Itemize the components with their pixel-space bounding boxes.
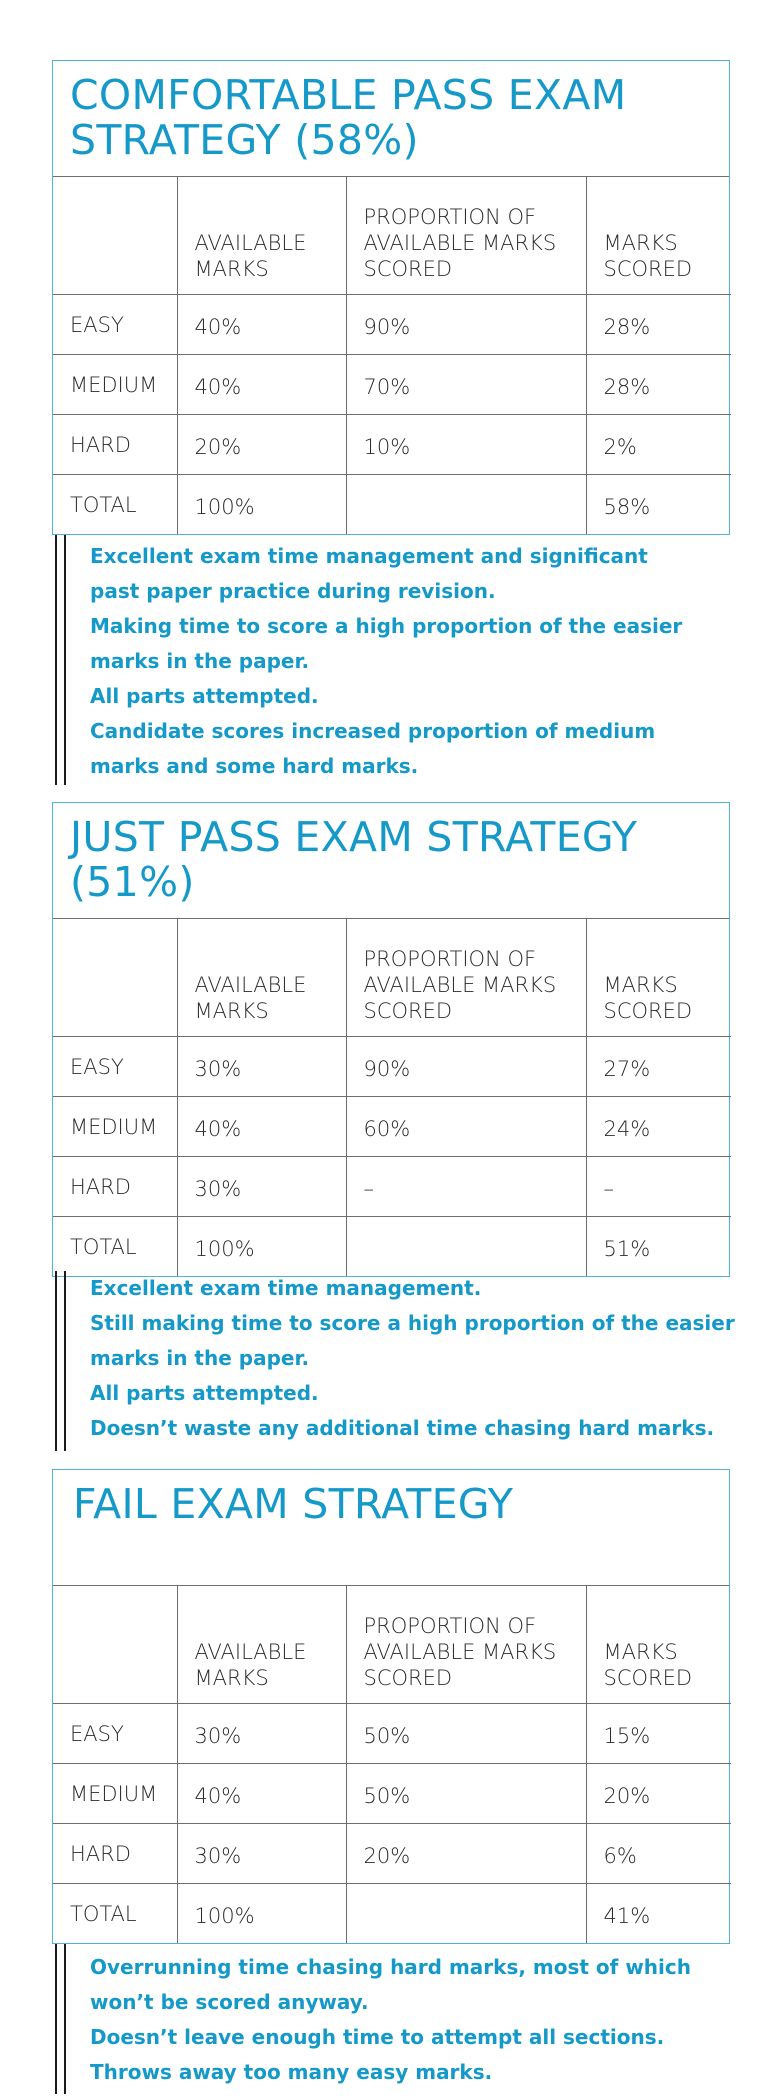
table-header-row <box>53 919 731 1037</box>
note-rule-inner <box>64 535 66 785</box>
note-line: Throws away too many easy marks. <box>90 2060 493 2084</box>
row-label: TOTAL <box>53 1217 177 1277</box>
note-rule-outer <box>55 1271 57 1451</box>
note-line: marks in the paper. <box>90 1346 310 1370</box>
cell-scored: 2% <box>586 415 731 475</box>
note-line: All parts attempted. <box>90 1381 319 1405</box>
table-row <box>53 355 731 415</box>
table-row-total <box>53 1884 731 1944</box>
cell-available: 40% <box>177 1097 346 1157</box>
cell-scored: 51% <box>586 1217 731 1277</box>
note-rule-inner <box>64 1271 66 1451</box>
header-marks-scored: MARKS SCORED <box>586 177 731 295</box>
marks-table <box>53 1586 731 1943</box>
table-row <box>53 295 731 355</box>
cell-proportion: 10% <box>346 415 586 475</box>
cell-proportion: 90% <box>346 1037 586 1097</box>
marks-table <box>53 177 731 534</box>
cell-available: 100% <box>177 1884 346 1944</box>
header-proportion-scored: PROPORTION OF AVAILABLE MARKS SCORED <box>346 919 586 1037</box>
header-available-marks: AVAILABLE MARKS <box>177 919 346 1037</box>
note-line: marks in the paper. <box>90 649 310 673</box>
note-line: Excellent exam time management. <box>90 1276 482 1300</box>
note-line: Still making time to score a high proportion of the easier <box>90 1311 735 1335</box>
cell-scored: 58% <box>586 475 731 535</box>
note-line: Candidate scores increased proportion of medium <box>90 719 656 743</box>
cell-scored: – <box>586 1157 731 1217</box>
table-row-total <box>53 475 731 535</box>
row-label: EASY <box>53 1704 177 1764</box>
header-empty-cell <box>53 919 177 1037</box>
table-row <box>53 1764 731 1824</box>
cell-available: 100% <box>177 475 346 535</box>
cell-proportion: 70% <box>346 355 586 415</box>
table-row <box>53 1037 731 1097</box>
note-rule-inner <box>64 1944 66 2094</box>
cell-scored: 41% <box>586 1884 731 1944</box>
strategy-notes <box>52 535 730 785</box>
strategy-section-comfortable-pass <box>52 60 730 785</box>
note-line: All parts attempted. <box>90 684 319 708</box>
cell-proportion: 90% <box>346 295 586 355</box>
note-line: past paper practice during revision. <box>90 579 496 603</box>
table-row <box>53 1704 731 1764</box>
note-line: Overrunning time chasing hard marks, most of which <box>90 1955 691 1979</box>
row-label: MEDIUM <box>53 1097 177 1157</box>
cell-scored: 20% <box>586 1764 731 1824</box>
row-label: EASY <box>53 295 177 355</box>
note-line: won’t be scored anyway. <box>90 1990 369 2014</box>
strategy-table-box <box>52 802 730 1277</box>
cell-proportion: 50% <box>346 1764 586 1824</box>
cell-available: 30% <box>177 1704 346 1764</box>
cell-proportion <box>346 1884 586 1944</box>
note-line: marks and some hard marks. <box>90 754 419 778</box>
cell-proportion <box>346 475 586 535</box>
header-available-marks: AVAILABLE MARKS <box>177 1586 346 1704</box>
row-label: HARD <box>53 1157 177 1217</box>
header-marks-scored: MARKS SCORED <box>586 1586 731 1704</box>
cell-proportion: 60% <box>346 1097 586 1157</box>
table-row <box>53 1097 731 1157</box>
note-line: Excellent exam time management and significant <box>90 544 648 568</box>
header-available-marks: AVAILABLE MARKS <box>177 177 346 295</box>
note-line: Making time to score a high proportion of the easier <box>90 614 683 638</box>
table-header-row <box>53 177 731 295</box>
cell-available: 30% <box>177 1037 346 1097</box>
table-row <box>53 1157 731 1217</box>
row-label: EASY <box>53 1037 177 1097</box>
strategy-table-box <box>52 60 730 535</box>
header-marks-scored: MARKS SCORED <box>586 919 731 1037</box>
cell-proportion: 50% <box>346 1704 586 1764</box>
cell-proportion: 20% <box>346 1824 586 1884</box>
marks-table <box>53 919 731 1276</box>
table-row <box>53 1824 731 1884</box>
cell-scored: 15% <box>586 1704 731 1764</box>
cell-available: 40% <box>177 355 346 415</box>
header-empty-cell <box>53 1586 177 1704</box>
note-rule-outer <box>55 535 57 785</box>
cell-scored: 24% <box>586 1097 731 1157</box>
section-title: JUST PASS EXAM STRATEGY (51%) <box>53 803 729 919</box>
cell-scored: 27% <box>586 1037 731 1097</box>
header-empty-cell <box>53 177 177 295</box>
row-label: MEDIUM <box>53 1764 177 1824</box>
cell-available: 20% <box>177 415 346 475</box>
header-proportion-scored: PROPORTION OF AVAILABLE MARKS SCORED <box>346 177 586 295</box>
section-title: FAIL EXAM STRATEGY <box>53 1470 729 1586</box>
cell-proportion: – <box>346 1157 586 1217</box>
table-header-row <box>53 1586 731 1704</box>
strategy-section-just-pass <box>52 802 735 1451</box>
table-row <box>53 415 731 475</box>
cell-available: 100% <box>177 1217 346 1277</box>
cell-scored: 28% <box>586 355 731 415</box>
header-proportion-scored: PROPORTION OF AVAILABLE MARKS SCORED <box>346 1586 586 1704</box>
cell-scored: 6% <box>586 1824 731 1884</box>
row-label: TOTAL <box>53 1884 177 1944</box>
note-line: Doesn’t leave enough time to attempt all sections. <box>90 2025 665 2049</box>
note-rule-outer <box>55 1944 57 2094</box>
row-label: HARD <box>53 1824 177 1884</box>
cell-available: 40% <box>177 295 346 355</box>
cell-available: 30% <box>177 1157 346 1217</box>
strategy-notes <box>52 1944 730 2094</box>
row-label: MEDIUM <box>53 355 177 415</box>
table-row-total <box>53 1217 731 1277</box>
note-line: Doesn’t waste any additional time chasing hard marks. <box>90 1416 715 1440</box>
cell-available: 40% <box>177 1764 346 1824</box>
strategy-table-box <box>52 1469 730 1944</box>
section-title: COMFORTABLE PASS EXAM STRATEGY (58%) <box>53 61 729 177</box>
row-label: TOTAL <box>53 475 177 535</box>
row-label: HARD <box>53 415 177 475</box>
cell-proportion <box>346 1217 586 1277</box>
cell-available: 30% <box>177 1824 346 1884</box>
cell-scored: 28% <box>586 295 731 355</box>
strategy-notes <box>52 1271 735 1451</box>
strategy-section-fail <box>52 1469 730 2094</box>
